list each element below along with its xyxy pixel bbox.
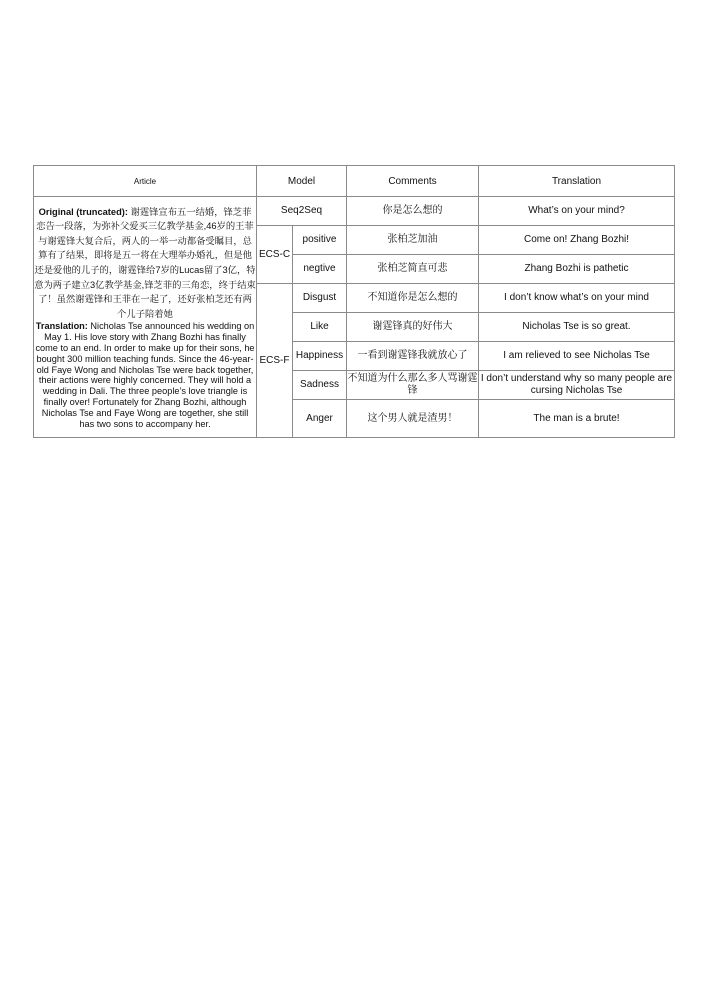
translation-cell: What’s on your mind? bbox=[479, 197, 675, 226]
group-cell-ecs-c: ECS-C bbox=[257, 226, 293, 284]
header-article: Article bbox=[34, 166, 257, 197]
article-translation-label: Translation: bbox=[35, 321, 88, 332]
translation-cell: I am relieved to see Nicholas Tse bbox=[479, 342, 675, 371]
comment-cell: 张柏芝加油 bbox=[347, 226, 479, 255]
comment-cell: 一看到谢霆锋我就放心了 bbox=[347, 342, 479, 371]
model-cell: Disgust bbox=[293, 284, 347, 313]
translation-cell: I don’t know what’s on your mind bbox=[479, 284, 675, 313]
header-model: Model bbox=[257, 166, 347, 197]
model-cell: Happiness bbox=[293, 342, 347, 371]
model-cell: positive bbox=[293, 226, 347, 255]
article-original-label: Original (truncated): bbox=[38, 206, 128, 217]
model-cell: Sadness bbox=[293, 371, 347, 400]
model-cell: negtive bbox=[293, 255, 347, 284]
comment-cell: 不知道你是怎么想的 bbox=[347, 284, 479, 313]
model-cell: Anger bbox=[293, 400, 347, 438]
model-cell: Like bbox=[293, 313, 347, 342]
article-original-text: 谢霆锋宣布五一结婚，锋芝菲恋告一段落，为弥补父爱买三亿教学基金,46岁的王菲与谢霆锋大复合后，两人的一举一动都备受瞩目，总算有了结果，即将是五一将在大理举办婚礼，但是他还是爱他的儿子的，谢霆锋给7岁的Lucas留了3亿，特意为两子建立3亿教学基金,锋芝菲的三角恋，终于结束了！虽然谢霆锋和王菲在一起了，还好张柏芝还有两个儿子陪着她 bbox=[34, 206, 256, 319]
article-original bbox=[34, 205, 256, 322]
translation-cell: Nicholas Tse is so great. bbox=[479, 313, 675, 342]
translation-cell: Zhang Bozhi is pathetic bbox=[479, 255, 675, 284]
results-table bbox=[33, 165, 675, 438]
comment-cell: 这个男人就是渣男！ bbox=[347, 400, 479, 438]
translation-cell: Come on! Zhang Bozhi! bbox=[479, 226, 675, 255]
table-row-seq2seq bbox=[34, 197, 675, 226]
comment-cell: 你是怎么想的 bbox=[347, 197, 479, 226]
article-translation bbox=[34, 321, 256, 429]
header-comments: Comments bbox=[347, 166, 479, 197]
header-row bbox=[34, 166, 675, 197]
comment-cell: 谢霆锋真的好伟大 bbox=[347, 313, 479, 342]
translation-cell: The man is a brute! bbox=[479, 400, 675, 438]
translation-cell: I don’t understand why so many people are cursing Nicholas Tse bbox=[479, 371, 675, 400]
header-translation: Translation bbox=[479, 166, 675, 197]
group-cell-ecs-f: ECS-F bbox=[257, 284, 293, 438]
article-translation-text: Nicholas Tse announced his wedding on May 1. His love story with Zhang Bozhi has finally come to an end. In order to make up for their sons, he bought 300 million teaching funds. Since the 46-year-old Faye Wong and Nicholas Tse were back together, their actions were highly concerned. They will hold a wedding in Dali. The three people’s love triangle is finally over! Fortunately for Zhang Bozhi, although Nicholas Tse and Faye Wong are together, she still has two sons to accompany her. bbox=[35, 321, 255, 429]
article-cell bbox=[34, 197, 257, 438]
model-cell: Seq2Seq bbox=[257, 197, 347, 226]
comment-cell: 张柏芝简直可悲 bbox=[347, 255, 479, 284]
comment-cell: 不知道为什么那么多人骂谢霆锋 bbox=[347, 371, 479, 400]
